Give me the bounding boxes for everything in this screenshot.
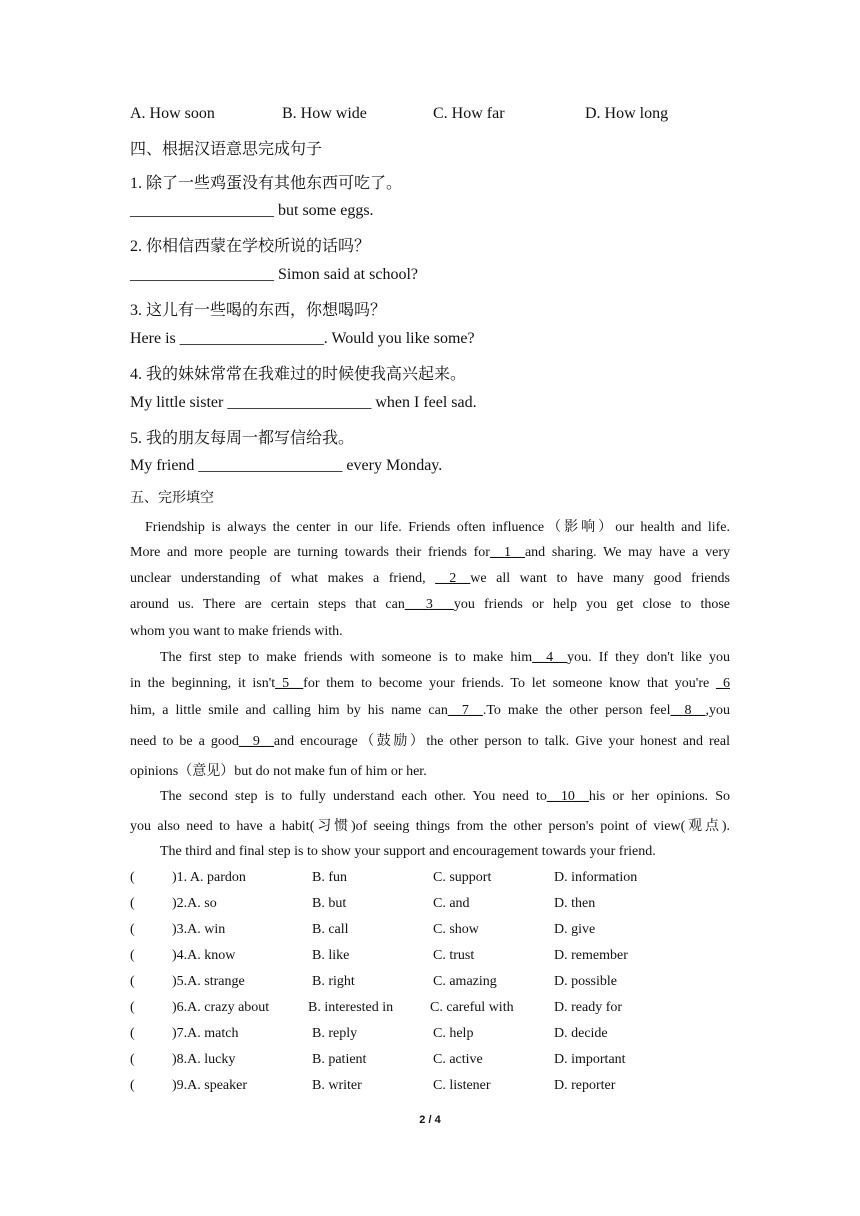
question-row: ( )7.A. match B. reply C. help D. decide [130,1026,608,1041]
option-c: C. How far [433,105,505,122]
question-row: ( )6.A. crazy about B. interested in C. careful with D. ready for [130,1000,623,1015]
question-row: ( )1. A. pardon B. fun C. support D. information [130,870,638,885]
blank-10: __10__ [546,789,589,804]
passage-line: opinions（意见）but do not make fun of him or her. [130,764,427,779]
blank-1: __1__ [489,545,525,560]
passage-line: whom you want to make friends with. [130,624,343,639]
s4-item-3-en: Here is __________________. Would you like some? [130,330,475,347]
question-row: ( )2.A. so B. but C. and D. then [130,896,596,911]
section-5-title: 五、完形填空 [130,491,214,506]
question-row: ( )3.A. win B. call C. show D. give [130,922,596,937]
s4-item-2-cn: 2. 你相信西蒙在学校所说的话吗？ [130,238,371,255]
blank-6: _6 [716,676,730,691]
passage-line: More and more people are turning towards their friends for__1__and sharing. We may have a very [130,545,730,560]
s4-item-1-cn: 1. 除了一些鸡蛋没有其他东西可吃了。 [130,175,403,192]
passage-line: need to be a good__9__and encourage（鼓励）the other person to talk. Give your honest and real [130,734,730,749]
question-row: ( )5.A. strange B. right C. amazing D. possible [130,974,617,989]
option-b: B. How wide [282,105,367,122]
blank-4: __4__ [532,650,568,665]
passage-line: The first step to make friends with someone is to make him__4__you. If they don't like you [160,650,730,665]
blank-3: ___3___ [404,597,454,612]
page-number: 2 / 4 [419,1114,441,1126]
s4-item-5-cn: 5. 我的朋友每周一都写信给我。 [130,430,355,447]
question-row: ( )8.A. lucky B. patient C. active D. important [130,1052,626,1067]
question-row: ( )4.A. know B. like C. trust D. remember [130,948,628,963]
blank-9: __9__ [238,734,274,749]
option-d: D. How long [585,105,669,122]
previous-question-options [130,105,730,127]
s4-item-3-cn: 3. 这儿有一些喝的东西，你想喝吗？ [130,302,387,319]
question-row: ( )9.A. speaker B. writer C. listener D. reporter [130,1078,616,1093]
blank-5: _5__ [275,676,304,691]
passage-line: unclear understanding of what makes a friend, __2__we all want to have many good friends [130,571,730,586]
blank-8: __8__ [670,703,706,718]
s4-item-4-cn: 4. 我的妹妹常常在我难过的时候使我高兴起来。 [130,366,467,383]
passage-line: you also need to have a habit(习惯)of seeing things from the other person's point of view(观点). [130,819,730,834]
s4-item-2-en: __________________ Simon said at school? [130,266,418,283]
passage-line: Friendship is always the center in our life. Friends often influence（影响）our health and life. [145,520,730,535]
blank-7: __7__ [447,703,483,718]
s4-item-5-en: My friend __________________ every Monday. [130,457,443,474]
option-a: A. How soon [130,105,215,122]
passage-line: around us. There are certain steps that can___3___you friends or help you get close to those [130,597,731,612]
passage-line: The third and final step is to show your support and encouragement towards your friend. [160,844,656,859]
passage-line: The second step is to fully understand each other. You need to__10__his or her opinions. So [160,789,731,804]
s4-item-1-en: __________________ but some eggs. [130,202,374,219]
s4-item-4-en: My little sister __________________ when I feel sad. [130,394,477,411]
blank-2: __2__ [435,571,471,586]
passage-line: him, a little smile and calling him by his name can__7__.To make the other person feel__8__,you [130,703,730,718]
passage-line: in the beginning, it isn't_5__for them to become your friends. To let someone know that you're _6 [130,676,730,691]
section-4-title: 四、根据汉语意思完成句子 [130,141,323,158]
